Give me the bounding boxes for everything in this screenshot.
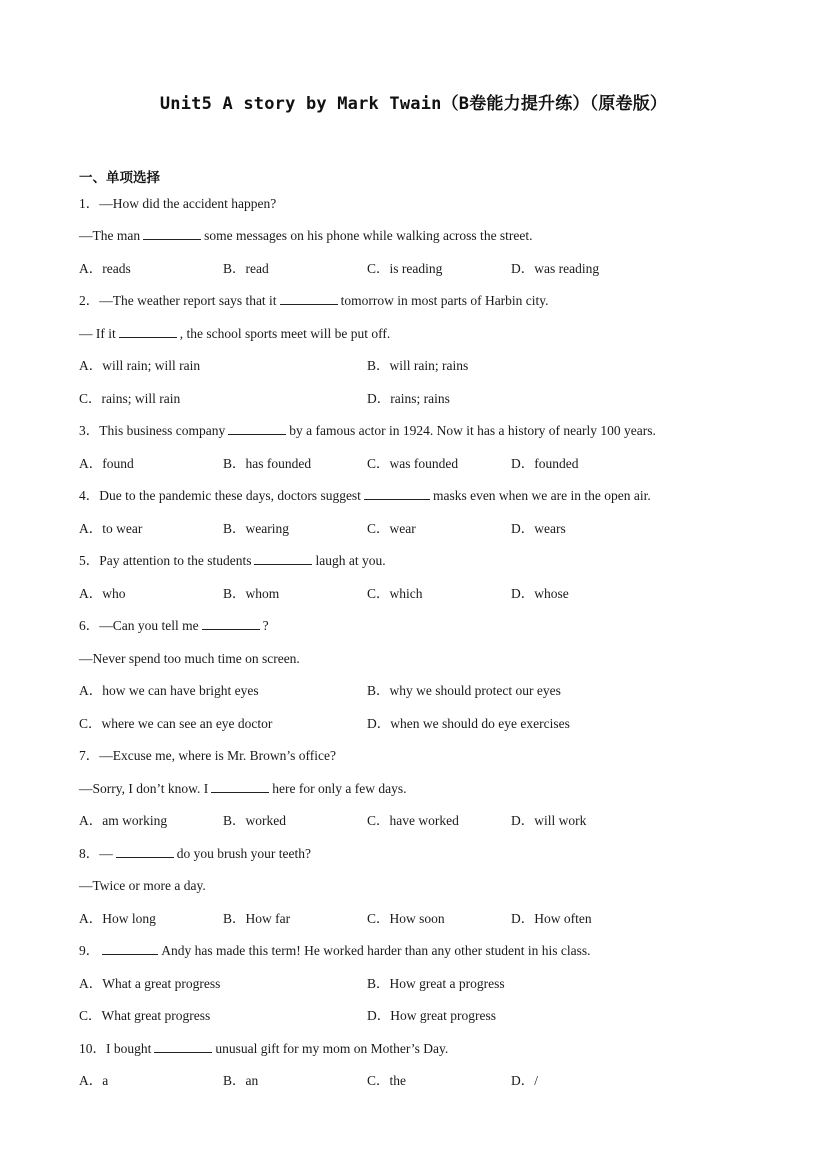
question-4-stem: 4．Due to the pandemic these days, doctors suggest masks even when we are in the open air. bbox=[79, 488, 651, 503]
question-8-option-d[interactable]: D．How often bbox=[511, 911, 592, 926]
answer-blank bbox=[154, 1040, 212, 1053]
question-8-stem: 8．— do you brush your teeth? bbox=[79, 846, 311, 861]
answer-blank bbox=[280, 292, 338, 305]
question-10-option-c[interactable]: C．the bbox=[367, 1073, 406, 1088]
question-10-option-a[interactable]: A．a bbox=[79, 1073, 109, 1088]
question-2-option-a[interactable]: A．will rain; will rain bbox=[79, 358, 201, 373]
question-4-option-d[interactable]: D．wears bbox=[511, 521, 566, 536]
question-2-line-2: — If it , the school sports meet will be put off. bbox=[79, 326, 391, 341]
answer-blank bbox=[116, 845, 174, 858]
question-1-option-d[interactable]: D．was reading bbox=[511, 261, 600, 276]
question-8-line-2: —Twice or more a day. bbox=[79, 878, 206, 893]
question-4-option-a[interactable]: A．to wear bbox=[79, 521, 143, 536]
question-6-line-2: —Never spend too much time on screen. bbox=[79, 651, 300, 666]
question-1-stem: 1．—How did the accident happen? bbox=[79, 196, 277, 211]
question-1-option-a[interactable]: A．reads bbox=[79, 261, 131, 276]
question-1-option-c[interactable]: C．is reading bbox=[367, 261, 443, 276]
question-9-option-a[interactable]: A．What a great progress bbox=[79, 976, 221, 991]
question-2-option-d[interactable]: D．rains; rains bbox=[367, 391, 450, 406]
answer-blank bbox=[254, 552, 312, 565]
section-heading: 一、单项选择 bbox=[79, 170, 160, 186]
question-7-option-a[interactable]: A．am working bbox=[79, 813, 168, 828]
question-7-line-2: —Sorry, I don’t know. I here for only a few days. bbox=[79, 781, 407, 796]
question-9-option-b[interactable]: B．How great a progress bbox=[367, 976, 505, 991]
question-2-option-c[interactable]: C．rains; will rain bbox=[79, 391, 181, 406]
question-6-option-b[interactable]: B．why we should protect our eyes bbox=[367, 683, 561, 698]
question-7-option-d[interactable]: D．will work bbox=[511, 813, 587, 828]
question-9-option-c[interactable]: C．What great progress bbox=[79, 1008, 211, 1023]
question-5-stem: 5．Pay attention to the students laugh at you. bbox=[79, 553, 386, 568]
question-7-option-b[interactable]: B．worked bbox=[223, 813, 286, 828]
question-9-stem: 9． Andy has made this term! He worked harder than any other student in his class. bbox=[79, 943, 591, 958]
question-10-option-d[interactable]: D．/ bbox=[511, 1073, 538, 1088]
answer-blank bbox=[143, 227, 201, 240]
question-3-option-a[interactable]: A．found bbox=[79, 456, 134, 471]
answer-blank bbox=[102, 942, 158, 955]
question-8-option-a[interactable]: A．How long bbox=[79, 911, 156, 926]
document-title: Unit5 A story by Mark Twain（B卷能力提升练）（原卷版） bbox=[159, 94, 668, 114]
answer-blank bbox=[202, 617, 260, 630]
question-9-option-d[interactable]: D．How great progress bbox=[367, 1008, 496, 1023]
question-3-option-d[interactable]: D．founded bbox=[511, 456, 579, 471]
question-5-option-a[interactable]: A．who bbox=[79, 586, 126, 601]
answer-blank bbox=[211, 780, 269, 793]
question-5-option-b[interactable]: B．whom bbox=[223, 586, 280, 601]
question-5-option-d[interactable]: D．whose bbox=[511, 586, 569, 601]
question-4-option-c[interactable]: C．wear bbox=[367, 521, 416, 536]
question-10-option-b[interactable]: B．an bbox=[223, 1073, 259, 1088]
question-7-option-c[interactable]: C．have worked bbox=[367, 813, 459, 828]
question-10-stem: 10．I bought unusual gift for my mom on Mother’s Day. bbox=[79, 1041, 449, 1056]
question-8-option-b[interactable]: B．How far bbox=[223, 911, 291, 926]
question-6-option-d[interactable]: D．when we should do eye exercises bbox=[367, 716, 570, 731]
answer-blank bbox=[119, 325, 177, 338]
question-3-option-b[interactable]: B．has founded bbox=[223, 456, 312, 471]
question-2-stem: 2．—The weather report says that it tomorrow in most parts of Harbin city. bbox=[79, 293, 549, 308]
question-6-stem: 6．—Can you tell me ? bbox=[79, 618, 269, 633]
answer-blank bbox=[364, 487, 430, 500]
question-2-option-b[interactable]: B．will rain; rains bbox=[367, 358, 469, 373]
question-8-option-c[interactable]: C．How soon bbox=[367, 911, 445, 926]
question-1-line-2: —The man some messages on his phone while walking across the street. bbox=[79, 228, 533, 243]
question-3-option-c[interactable]: C．was founded bbox=[367, 456, 459, 471]
question-6-option-c[interactable]: C．where we can see an eye doctor bbox=[79, 716, 273, 731]
question-4-option-b[interactable]: B．wearing bbox=[223, 521, 289, 536]
question-5-option-c[interactable]: C．which bbox=[367, 586, 423, 601]
question-1-option-b[interactable]: B．read bbox=[223, 261, 269, 276]
answer-blank bbox=[228, 422, 286, 435]
question-7-stem: 7．—Excuse me, where is Mr. Brown’s office? bbox=[79, 748, 336, 763]
question-6-option-a[interactable]: A．how we can have bright eyes bbox=[79, 683, 259, 698]
question-3-stem: 3．This business company by a famous actor in 1924. Now it has a history of nearly 100 years. bbox=[79, 423, 656, 438]
